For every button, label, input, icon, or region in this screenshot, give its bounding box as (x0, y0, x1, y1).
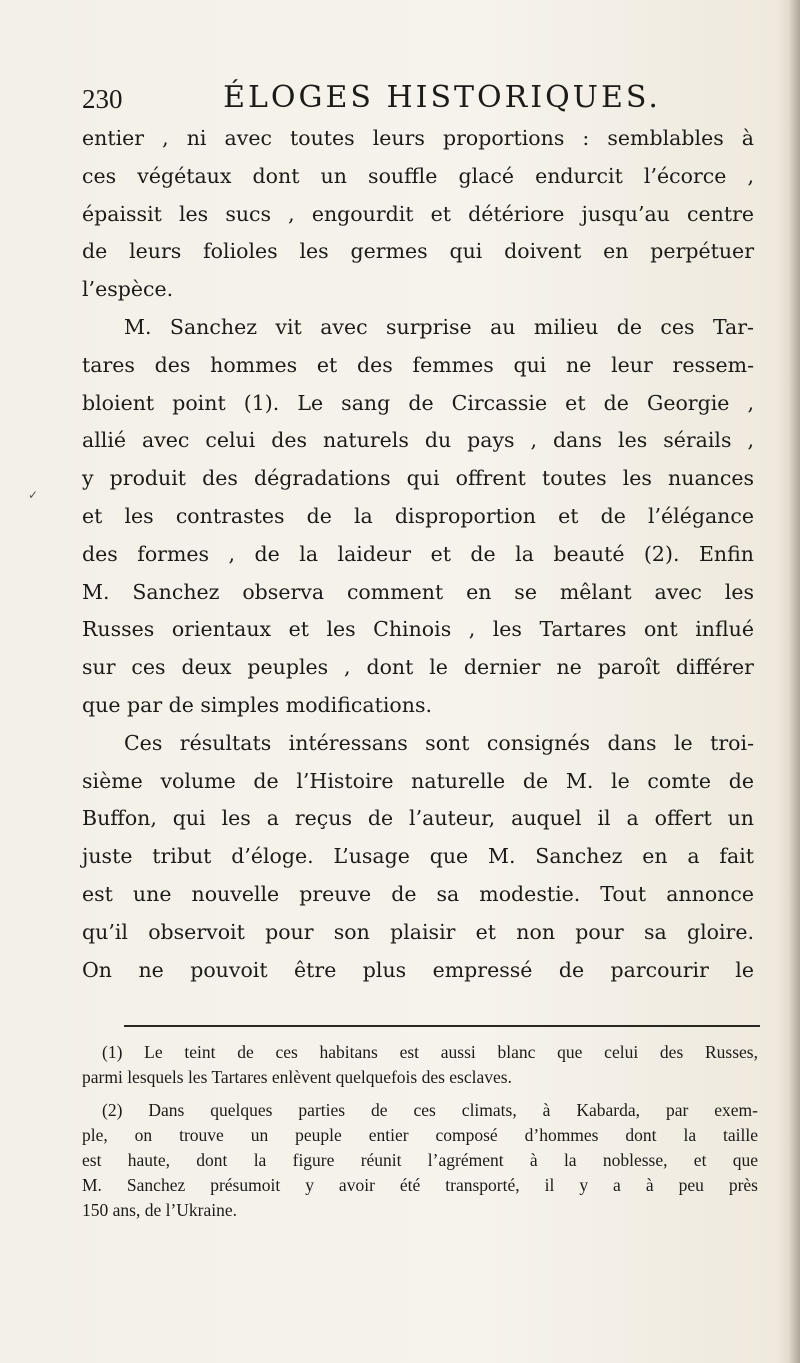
text-line: bloient point (1). Le sang de Circassie et de Georgie , (82, 390, 754, 415)
text-line: Russes orientaux et les Chinois , les Tartares ont influé (82, 617, 754, 642)
text-line: Ces résultats intéressans sont consignés dans le troi- (124, 730, 754, 755)
footnote-rule (124, 1025, 760, 1027)
text-line: que par de simples modifications. (82, 692, 432, 717)
text-line: ces végétaux dont un souffle glacé endurcit l’écorce , (82, 163, 754, 188)
footnote-line: 150 ans, de l’Ukraine. (82, 1200, 238, 1220)
main-text (82, 120, 754, 989)
footnote-line: parmi lesquels les Tartares enlèvent quelquefois des esclaves. (82, 1067, 512, 1087)
footnote-line: ple, on trouve un peuple entier composé d’hommes dont la taille (82, 1125, 758, 1145)
text-line: de leurs folioles les germes qui doivent en perpétuer (82, 239, 754, 264)
text-line: Buffon, qui les a reçus de l’auteur, auquel il a offert un (82, 806, 754, 831)
footnote-1 (82, 1040, 758, 1090)
text-line: M. Sanchez vit avec surprise au milieu de ces Tar- (124, 314, 754, 339)
text-line: tares des hommes et des femmes qui ne leur ressem- (82, 352, 754, 377)
footnote-line: est haute, dont la figure réunit l’agrément à la noblesse, et que (82, 1150, 758, 1170)
footnote-line: M. Sanchez présumoit y avoir été transporté, il y a à peu près (82, 1175, 758, 1195)
page-number: 230 (82, 84, 123, 114)
margin-mark: ✓ (28, 488, 39, 502)
text-line: juste tribut d’éloge. L’usage que M. Sanchez en a fait (82, 844, 754, 869)
page-edge-shadow (788, 0, 800, 1363)
text-line: sième volume de l’Histoire naturelle de M. le comte de (82, 768, 754, 793)
footnote-2 (82, 1098, 758, 1223)
text-line: et les contrastes de la disproportion et de l’élégance (82, 503, 754, 528)
text-line: qu’il observoit pour son plaisir et non pour sa gloire. (82, 919, 754, 944)
text-line: On ne pouvoit être plus empressé de parcourir le (82, 957, 754, 982)
text-line: entier , ni avec toutes leurs proportions : semblables à (82, 126, 754, 150)
text-line: sur ces deux peuples , dont le dernier ne paroît différer (82, 655, 754, 680)
text-line: est une nouvelle preuve de sa modestie. Tout annonce (82, 881, 754, 906)
footnotes (82, 1040, 758, 1231)
footnote-line: (1) Le teint de ces habitans est aussi blanc que celui des Russes, (102, 1042, 758, 1062)
text-line: l’espèce. (82, 277, 174, 302)
text-line: allié avec celui des naturels du pays , dans les sérails , (82, 428, 754, 453)
footnote-line: (2) Dans quelques parties de ces climats, à Kabarda, par exem- (102, 1100, 758, 1120)
text-line: M. Sanchez observa comment en se mêlant avec les (82, 579, 754, 604)
text-line: des formes , de la laideur et de la beauté (2). Enfin (82, 541, 754, 566)
text-line: épaissit les sucs , engourdit et détériore jusqu’au centre (82, 201, 754, 226)
page-header (82, 72, 762, 122)
running-title: ÉLOGES HISTORIQUES. (223, 80, 661, 115)
text-line: y produit des dégradations qui offrent toutes les nuances (82, 466, 754, 491)
